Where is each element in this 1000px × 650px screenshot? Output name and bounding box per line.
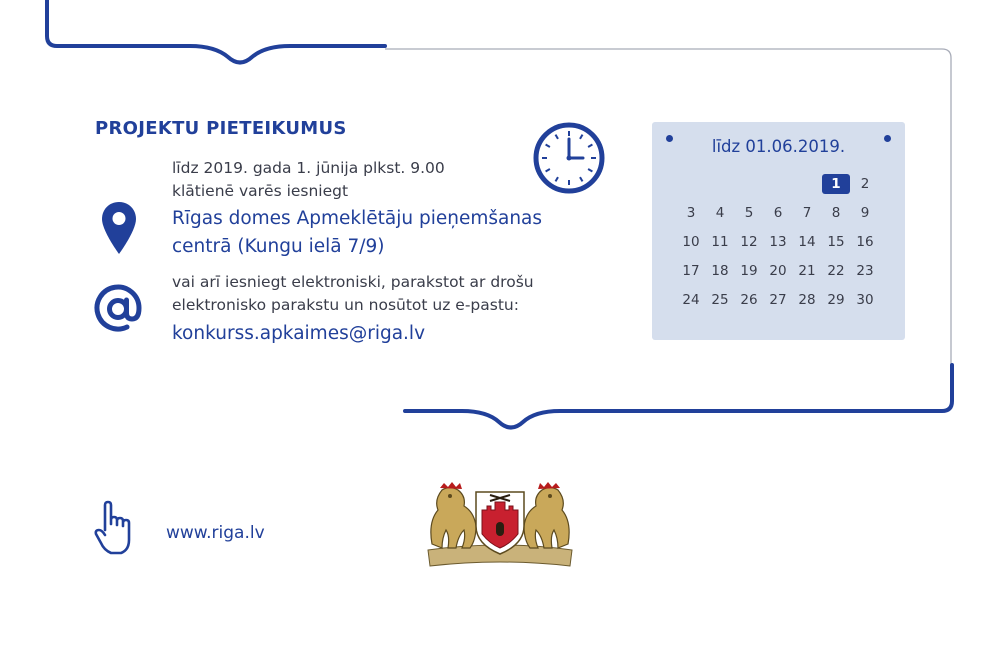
location-address: centrā (Kungu ielā 7/9) — [172, 236, 385, 257]
calendar-day: 28 — [798, 292, 816, 308]
calendar-day: 22 — [827, 263, 845, 279]
calendar-day: 24 — [682, 292, 700, 308]
page-title: PROJEKTU PIETEIKUMUS — [95, 118, 347, 139]
calendar-day: 25 — [711, 292, 729, 308]
calendar-day: 13 — [769, 234, 787, 250]
calendar-day: 12 — [740, 234, 758, 250]
calendar — [652, 122, 905, 340]
calendar-day: 6 — [773, 205, 783, 221]
calendar-day: 30 — [856, 292, 874, 308]
calendar-day: 8 — [831, 205, 841, 221]
calendar-day: 17 — [682, 263, 700, 279]
calendar-day: 26 — [740, 292, 758, 308]
calendar-day: 29 — [827, 292, 845, 308]
calendar-day: 9 — [860, 205, 870, 221]
calendar-day: 7 — [802, 205, 812, 221]
calendar-day: 27 — [769, 292, 787, 308]
location-name: Rīgas domes Apmeklētāju pieņemšanas — [172, 208, 543, 229]
calendar-day: 2 — [860, 176, 870, 192]
email-link[interactable]: konkurss.apkaimes@riga.lv — [172, 323, 426, 344]
calendar-day: 23 — [856, 263, 874, 279]
calendar-day: 10 — [682, 234, 700, 250]
location-pin-icon — [100, 200, 138, 256]
deadline-text: līdz 2019. gada 1. jūnija plkst. 9.00 — [172, 159, 445, 177]
calendar-day: 21 — [798, 263, 816, 279]
calendar-day: 16 — [856, 234, 874, 250]
electronic-signature-text: elektronisko parakstu un nosūtot uz e-pastu: — [172, 296, 519, 314]
calendar-day: 15 — [827, 234, 845, 250]
calendar-title: līdz 01.06.2019. — [711, 137, 846, 156]
calendar-day: 11 — [711, 234, 729, 250]
at-sign-icon — [93, 283, 143, 333]
calendar-day: 19 — [740, 263, 758, 279]
submission-method-text: klātienē varēs iesniegt — [172, 182, 349, 200]
website-link[interactable]: www.riga.lv — [166, 523, 265, 543]
calendar-day: 18 — [711, 263, 729, 279]
calendar-day: 14 — [798, 234, 816, 250]
calendar-day: 20 — [769, 263, 787, 279]
clock-icon — [531, 120, 607, 196]
calendar-day: 5 — [744, 205, 754, 221]
calendar-day: 1 — [822, 174, 850, 194]
electronic-submission-text: vai arī iesniegt elektroniski, parakstot ar drošu — [172, 273, 534, 291]
calendar-day: 3 — [686, 205, 696, 221]
pointing-hand-icon — [93, 500, 137, 558]
riga-coat-of-arms-icon — [420, 482, 580, 572]
calendar-day: 4 — [715, 205, 725, 221]
